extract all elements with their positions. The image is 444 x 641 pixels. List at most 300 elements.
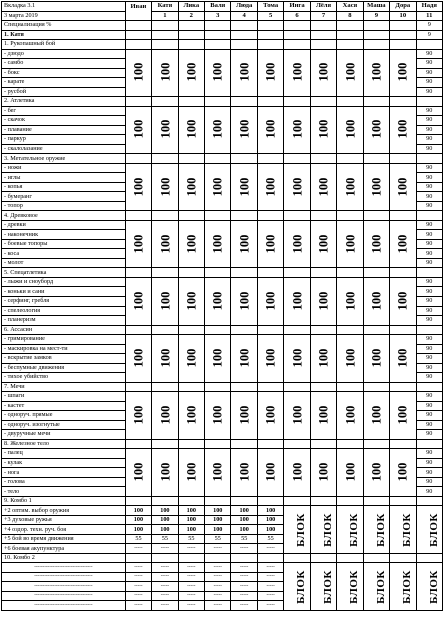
empty-cell xyxy=(363,97,389,107)
empty-cell xyxy=(416,97,442,107)
empty-cell xyxy=(125,268,151,278)
empty-cell xyxy=(310,268,336,278)
group-value-text: 100 xyxy=(369,234,384,254)
group-item-row xyxy=(2,335,443,345)
group-value xyxy=(363,49,389,97)
group-last-value: 90 xyxy=(416,182,442,192)
group-item-label: - бокс xyxy=(2,68,126,78)
group-item-label: - беспумные движения xyxy=(2,363,126,373)
empty-cell xyxy=(416,40,442,50)
sheet-date: 3 марта 2019 xyxy=(2,11,126,21)
group-value xyxy=(390,449,416,497)
combo1-block-text: БЛОК xyxy=(321,512,334,547)
empty-cell xyxy=(337,40,363,50)
group-title-row xyxy=(2,268,443,278)
group-item-label: - скалолазание xyxy=(2,144,126,154)
combo1-value: 100 xyxy=(205,506,231,516)
group-value-text: 100 xyxy=(290,177,305,196)
empty-cell xyxy=(178,325,204,335)
empty-cell xyxy=(152,439,178,449)
group-value xyxy=(337,106,363,154)
empty-cell xyxy=(337,553,363,563)
group-title: 4. Древковое xyxy=(2,211,126,221)
group-last-value: 90 xyxy=(416,49,442,59)
combo2-value: ----- xyxy=(152,582,178,592)
group-value xyxy=(178,335,204,383)
group-item-label: - одноруч. изогнутые xyxy=(2,420,126,430)
empty-cell xyxy=(390,21,416,31)
group-item-label: - вскрытие замков xyxy=(2,354,126,364)
group-value xyxy=(390,220,416,268)
group-value xyxy=(363,163,389,211)
group-item-label: - маскировка на мест-ти xyxy=(2,344,126,354)
combo1-value: 55 xyxy=(231,534,257,544)
combo2-block-text: БЛОК xyxy=(321,569,334,604)
group-item-label: - спелеология xyxy=(2,306,126,316)
combo1-value: ----- xyxy=(257,544,283,554)
empty-cell xyxy=(205,553,231,563)
empty-cell xyxy=(178,154,204,164)
group-value-text: 100 xyxy=(237,405,252,425)
group-last-value: 90 xyxy=(416,239,442,249)
group-value-text: 100 xyxy=(263,291,278,311)
combo2-value: ----- xyxy=(205,563,231,573)
combo2-value: ----- xyxy=(125,572,151,582)
group-value-text: 100 xyxy=(157,120,172,139)
combo2-value: ----- xyxy=(257,591,283,601)
group-last-value: 90 xyxy=(416,335,442,345)
combo1-value: ----- xyxy=(152,544,178,554)
combo1-block xyxy=(390,506,416,554)
group-item-label: - плавание xyxy=(2,125,126,135)
group-title-row xyxy=(2,97,443,107)
col-number: 1 xyxy=(152,11,178,21)
combo1-row xyxy=(2,506,443,516)
group-title-row xyxy=(2,211,443,221)
group-value-text: 100 xyxy=(395,291,410,311)
group-title-row xyxy=(2,325,443,335)
empty-cell xyxy=(390,268,416,278)
group-value xyxy=(310,277,336,325)
group-title-row xyxy=(2,439,443,449)
group-value-text: 100 xyxy=(131,462,146,482)
combo2-value: ----- xyxy=(231,601,257,611)
group-value-text: 100 xyxy=(131,177,146,196)
empty-cell xyxy=(337,268,363,278)
group-item-label: - коньки и сани xyxy=(2,287,126,297)
group-value-text: 100 xyxy=(184,62,199,82)
group-value xyxy=(363,392,389,440)
combo2-block xyxy=(390,563,416,611)
empty-cell xyxy=(284,268,310,278)
group-value xyxy=(337,220,363,268)
combo2-value: ----- xyxy=(257,601,283,611)
empty-cell xyxy=(416,325,442,335)
combo1-block xyxy=(416,506,442,554)
group-value-text: 100 xyxy=(263,462,278,482)
group-last-value: 90 xyxy=(416,296,442,306)
combo1-value: 100 xyxy=(178,525,204,535)
group-value-text: 100 xyxy=(316,462,331,482)
group-title: 7. Мечи xyxy=(2,382,126,392)
empty-cell xyxy=(257,553,283,563)
combo1-value: ----- xyxy=(125,544,151,554)
empty-cell xyxy=(337,382,363,392)
group-value-text: 100 xyxy=(395,405,410,425)
col-name: Валя xyxy=(205,2,231,12)
combo2-title-row xyxy=(2,553,443,563)
group-value xyxy=(152,220,178,268)
group-value-text: 100 xyxy=(210,291,225,311)
group-last-value: 90 xyxy=(416,411,442,421)
empty-cell xyxy=(284,553,310,563)
combo1-block-text: БЛОК xyxy=(427,512,440,547)
empty-cell xyxy=(337,496,363,506)
group-value xyxy=(178,49,204,97)
empty-cell xyxy=(231,268,257,278)
empty-cell xyxy=(310,30,336,40)
group-value-text: 100 xyxy=(316,62,331,82)
group-value-text: 100 xyxy=(369,62,384,82)
empty-cell xyxy=(205,211,231,221)
group-value-text: 100 xyxy=(290,62,305,82)
group-last-value: 90 xyxy=(416,420,442,430)
group-title-row xyxy=(2,40,443,50)
empty-cell xyxy=(337,154,363,164)
empty-cell xyxy=(257,21,283,31)
combo2-row-label: ----------------------------------- xyxy=(2,563,126,573)
empty-cell xyxy=(178,553,204,563)
spec-label: Специализация % xyxy=(2,21,126,31)
combo1-row-label: +4 оздор. техн. руч. боя xyxy=(2,525,126,535)
group-value-text: 100 xyxy=(210,120,225,139)
empty-cell xyxy=(205,97,231,107)
empty-cell xyxy=(390,97,416,107)
empty-cell xyxy=(231,40,257,50)
group-value xyxy=(363,220,389,268)
group-value-text: 100 xyxy=(395,120,410,139)
empty-cell xyxy=(125,325,151,335)
empty-cell xyxy=(363,211,389,221)
group-value xyxy=(310,49,336,97)
group-value xyxy=(257,449,283,497)
combo2-value: ----- xyxy=(231,572,257,582)
group-value-text: 100 xyxy=(369,177,384,196)
group-last-value: 90 xyxy=(416,144,442,154)
group-value xyxy=(390,335,416,383)
col-number: 8 xyxy=(337,11,363,21)
combo2-value: ----- xyxy=(178,582,204,592)
empty-cell xyxy=(310,553,336,563)
group-value-text: 100 xyxy=(316,405,331,425)
combo2-block-text: БЛОК xyxy=(427,569,440,604)
empty-cell xyxy=(284,40,310,50)
col-name: Лика xyxy=(178,2,204,12)
empty-cell xyxy=(178,496,204,506)
empty-cell xyxy=(390,496,416,506)
empty-cell xyxy=(310,496,336,506)
group-value-text: 100 xyxy=(395,234,410,254)
group-title: 2. Атлетика xyxy=(2,97,126,107)
group-last-value: 90 xyxy=(416,125,442,135)
group-last-value: 90 xyxy=(416,392,442,402)
group-value-text: 100 xyxy=(131,405,146,425)
empty-cell xyxy=(152,154,178,164)
group-value xyxy=(231,163,257,211)
group-item-label: - топор xyxy=(2,201,126,211)
col-name: Тома xyxy=(257,2,283,12)
specialization-sheet xyxy=(1,1,443,611)
empty-cell xyxy=(416,154,442,164)
group-value-text: 100 xyxy=(342,462,357,482)
empty-cell xyxy=(152,40,178,50)
group-item-label: - кулак xyxy=(2,458,126,468)
group-value-text: 100 xyxy=(237,348,252,368)
group-value xyxy=(205,49,231,97)
group-last-value: 90 xyxy=(416,116,442,126)
group-value-text: 100 xyxy=(342,177,357,196)
combo1-value: 100 xyxy=(257,506,283,516)
combo2-block-text: БЛОК xyxy=(295,569,308,604)
col-number: 10 xyxy=(390,11,416,21)
empty-cell xyxy=(231,21,257,31)
group-value-text: 100 xyxy=(369,462,384,482)
group-value xyxy=(257,392,283,440)
group-item-label: - гримирование xyxy=(2,335,126,345)
group-value xyxy=(257,220,283,268)
combo1-value: 100 xyxy=(178,506,204,516)
group-value xyxy=(310,392,336,440)
combo2-value: ----- xyxy=(205,582,231,592)
empty-cell xyxy=(152,382,178,392)
tab-title: Вкладка 3.1 xyxy=(2,2,126,12)
empty-cell xyxy=(231,439,257,449)
group-last-value: 90 xyxy=(416,201,442,211)
empty-cell xyxy=(363,268,389,278)
group-value-text: 100 xyxy=(395,62,410,82)
group-value-text: 100 xyxy=(263,62,278,82)
group-value-text: 100 xyxy=(184,348,199,368)
empty-cell xyxy=(257,154,283,164)
group-value xyxy=(257,106,283,154)
group-last-value: 90 xyxy=(416,373,442,383)
combo1-title: 9. Комбо 1 xyxy=(2,496,126,506)
group-value xyxy=(178,392,204,440)
group-title: 5. Спецатлетика xyxy=(2,268,126,278)
empty-cell xyxy=(231,496,257,506)
combo1-value: 100 xyxy=(205,515,231,525)
group-value xyxy=(284,392,310,440)
empty-cell xyxy=(310,325,336,335)
group-value xyxy=(231,449,257,497)
group-item-label: - лыжи и сноуборд xyxy=(2,277,126,287)
combo2-value: ----- xyxy=(152,563,178,573)
col-number: 7 xyxy=(310,11,336,21)
group-value xyxy=(390,106,416,154)
group-last-value: 90 xyxy=(416,220,442,230)
group-item-label: - палец xyxy=(2,449,126,459)
group-item-label: - скачок xyxy=(2,116,126,126)
empty-cell xyxy=(337,439,363,449)
group-value xyxy=(337,449,363,497)
empty-cell xyxy=(310,211,336,221)
combo2-value: ----- xyxy=(178,572,204,582)
group-last-value: 90 xyxy=(416,277,442,287)
col-number: 9 xyxy=(363,11,389,21)
group-last-value: 90 xyxy=(416,344,442,354)
group-value-text: 100 xyxy=(263,348,278,368)
group-item-label: - наконечник xyxy=(2,230,126,240)
empty-cell xyxy=(205,40,231,50)
group-last-value: 90 xyxy=(416,458,442,468)
group-value-text: 100 xyxy=(342,120,357,139)
combo2-value: ----- xyxy=(205,591,231,601)
col-number: 3 xyxy=(205,11,231,21)
combo1-value: 100 xyxy=(231,515,257,525)
empty-cell xyxy=(363,21,389,31)
empty-cell xyxy=(205,30,231,40)
group-value xyxy=(125,335,151,383)
group-value-text: 100 xyxy=(237,291,252,311)
group-value xyxy=(310,163,336,211)
group-item-row xyxy=(2,106,443,116)
group-value xyxy=(310,449,336,497)
group-item-label: - тело xyxy=(2,487,126,497)
combo1-value: 55 xyxy=(178,534,204,544)
group-value-text: 100 xyxy=(157,462,172,482)
combo1-value: 100 xyxy=(178,515,204,525)
combo2-title: 10. Комбо 2 xyxy=(2,553,126,563)
empty-cell xyxy=(231,30,257,40)
combo1-value: 100 xyxy=(205,525,231,535)
sheet-body xyxy=(2,2,443,611)
group-value xyxy=(152,392,178,440)
group-value-text: 100 xyxy=(131,291,146,311)
group-value-text: 100 xyxy=(210,62,225,82)
empty-cell xyxy=(205,382,231,392)
empty-cell xyxy=(390,154,416,164)
group-value-text: 100 xyxy=(290,405,305,425)
group-value-text: 100 xyxy=(316,234,331,254)
group-value xyxy=(257,163,283,211)
empty-cell xyxy=(257,211,283,221)
group-value xyxy=(125,220,151,268)
combo2-value: ----- xyxy=(125,563,151,573)
group-item-label: - бег xyxy=(2,106,126,116)
group-value-text: 100 xyxy=(290,120,305,139)
combo2-row-label: ----------------------------------- xyxy=(2,572,126,582)
group-value xyxy=(337,277,363,325)
group-value-text: 100 xyxy=(342,291,357,311)
combo1-block-text: БЛОК xyxy=(295,512,308,547)
group-item-label: - древки xyxy=(2,220,126,230)
combo2-block-text: БЛОК xyxy=(348,569,361,604)
group-value-text: 100 xyxy=(316,177,331,196)
empty-cell xyxy=(416,268,442,278)
group-item-label: - коса xyxy=(2,249,126,259)
combo2-value: ----- xyxy=(231,563,257,573)
empty-cell xyxy=(284,30,310,40)
combo2-row-label: ----------------------------------- xyxy=(2,591,126,601)
empty-cell xyxy=(231,325,257,335)
empty-cell xyxy=(152,97,178,107)
combo2-block xyxy=(310,563,336,611)
group-value xyxy=(257,277,283,325)
combo2-value: ----- xyxy=(178,591,204,601)
group-item-label: - шпаги xyxy=(2,392,126,402)
group-value-text: 100 xyxy=(342,348,357,368)
group-last-value: 90 xyxy=(416,59,442,69)
col-name: Лёля xyxy=(310,2,336,12)
combo2-value: ----- xyxy=(125,591,151,601)
spec-last-value: 9 xyxy=(416,21,442,31)
combo2-value: ----- xyxy=(125,601,151,611)
empty-cell xyxy=(337,30,363,40)
group-value xyxy=(125,392,151,440)
group-title: 6. Ассасин xyxy=(2,325,126,335)
group-last-value: 90 xyxy=(416,316,442,326)
empty-cell xyxy=(125,97,151,107)
group-value xyxy=(178,277,204,325)
group-value xyxy=(205,449,231,497)
group-item-label: - одноруч. прямые xyxy=(2,411,126,421)
empty-cell xyxy=(416,439,442,449)
group-value xyxy=(152,277,178,325)
empty-cell xyxy=(416,382,442,392)
group-value-text: 100 xyxy=(369,348,384,368)
empty-cell xyxy=(178,21,204,31)
combo2-value: ----- xyxy=(205,572,231,582)
combo1-value: 100 xyxy=(152,506,178,516)
group-last-value: 90 xyxy=(416,258,442,268)
combo1-value: 100 xyxy=(152,525,178,535)
group-value-text: 100 xyxy=(342,234,357,254)
empty-cell xyxy=(257,496,283,506)
group-value-text: 100 xyxy=(263,405,278,425)
group-value-text: 100 xyxy=(237,462,252,482)
combo2-block xyxy=(337,563,363,611)
empty-cell xyxy=(257,268,283,278)
empty-cell xyxy=(390,553,416,563)
group-value xyxy=(284,335,310,383)
group-value-text: 100 xyxy=(210,405,225,425)
group-value xyxy=(152,106,178,154)
empty-cell xyxy=(125,21,151,31)
empty-cell xyxy=(178,97,204,107)
group-value xyxy=(284,220,310,268)
empty-cell xyxy=(178,382,204,392)
empty-cell xyxy=(284,496,310,506)
empty-cell xyxy=(310,439,336,449)
empty-cell xyxy=(125,439,151,449)
combo2-block-text: БЛОК xyxy=(400,569,413,604)
group-last-value: 90 xyxy=(416,87,442,97)
group-value-text: 100 xyxy=(237,234,252,254)
group-item-label: - паркур xyxy=(2,135,126,145)
empty-cell xyxy=(205,268,231,278)
col-number: 11 xyxy=(416,11,442,21)
group-title: 3. Метательное оружие xyxy=(2,154,126,164)
group-value xyxy=(337,49,363,97)
owner-label: 1. Катя xyxy=(2,30,126,40)
group-item-label: - тихое убийство xyxy=(2,373,126,383)
empty-cell xyxy=(390,325,416,335)
group-value xyxy=(284,277,310,325)
empty-cell xyxy=(125,40,151,50)
group-value xyxy=(390,163,416,211)
empty-cell xyxy=(363,382,389,392)
group-item-label: - карате xyxy=(2,78,126,88)
